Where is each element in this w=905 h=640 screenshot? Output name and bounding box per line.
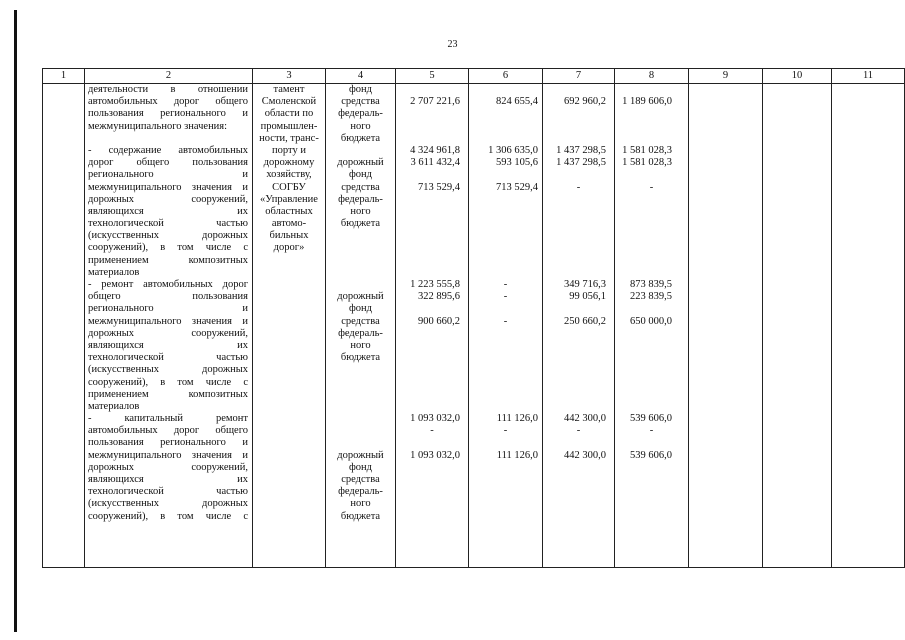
col5-line: [396, 389, 468, 401]
col6-line: [469, 352, 542, 364]
col7-line: [543, 328, 614, 340]
col8-line: [615, 133, 688, 145]
col4-line: [326, 401, 395, 413]
col4-line: [326, 255, 395, 267]
column-header: 5: [396, 69, 469, 84]
col4-line: [326, 242, 395, 254]
col3-line: Смоленской: [261, 96, 317, 108]
col7-line: [543, 401, 614, 413]
col5-line: [396, 377, 468, 389]
col4-line: фонд: [348, 303, 372, 315]
col6-line: [469, 377, 542, 389]
col6-line: 593 105,6: [496, 157, 538, 169]
col4-line: [326, 437, 395, 449]
col7-line: 349 716,3: [564, 279, 606, 290]
col6-line: [469, 364, 542, 376]
col7-line: 692 960,2: [564, 96, 606, 108]
col4-line: дорожный: [337, 291, 384, 303]
col7-line: [543, 84, 614, 96]
col2-line: технологической частью: [88, 218, 248, 230]
col8-line: [615, 242, 688, 254]
col6-line: [469, 389, 542, 401]
column-header: 10: [763, 69, 832, 84]
col4-line: [326, 425, 395, 437]
col7-line: [543, 352, 614, 364]
col4-line: [326, 145, 395, 157]
col5-line: 322 895,6: [418, 291, 460, 303]
col4-line: федераль-: [338, 193, 383, 205]
col8-line: [615, 218, 688, 230]
cell-funding-source: [326, 84, 396, 568]
col8-line: -: [649, 181, 654, 193]
col6-line: -: [503, 315, 508, 327]
col3-line: СОГБУ: [272, 181, 306, 193]
column-header: 9: [689, 69, 763, 84]
cell-year-3: [615, 84, 689, 568]
col6-line: 713 529,4: [496, 181, 538, 193]
col8-line: 539 606,0: [630, 413, 672, 425]
col2-line: технологической частью: [88, 352, 248, 364]
col4-line: [326, 389, 395, 401]
col6-line: [469, 133, 542, 145]
col5-line: [396, 364, 468, 376]
col8-line: [615, 194, 688, 206]
col3-line: дорог»: [273, 242, 305, 254]
col6-line: [469, 84, 542, 96]
col3-line: хозяйству,: [266, 169, 312, 181]
col2-line: общего пользования: [88, 291, 248, 303]
header-row: [43, 69, 905, 84]
column-header: 1: [43, 69, 85, 84]
col5-line: 1 093 032,0: [410, 449, 460, 461]
col7-line: [543, 340, 614, 352]
col3-line: области по: [264, 108, 314, 120]
col8-line: [615, 377, 688, 389]
col5-line: 1 093 032,0: [410, 413, 460, 425]
col5-line: 3 611 432,4: [410, 157, 460, 169]
col2-line: сооружений), в том числе с: [88, 510, 248, 522]
col4-line: средства: [341, 315, 380, 327]
col5-line: 1 223 555,8: [410, 279, 460, 290]
col6-line: [469, 255, 542, 267]
col7-line: 1 437 298,5: [556, 157, 606, 169]
col4-line: бюджета: [340, 352, 381, 364]
col4-line: [326, 377, 395, 389]
col7-line: [543, 377, 614, 389]
col4-line: дорожный: [337, 449, 384, 461]
col6-line: 111 126,0: [496, 449, 538, 461]
col4-line: дорожный: [337, 157, 384, 169]
col5-line: 2 707 221,6: [410, 96, 460, 108]
col4-line: бюджета: [340, 132, 381, 144]
col7-line: [543, 218, 614, 230]
col2-line: - ремонт автомобильных дорог: [88, 279, 248, 290]
col7-line: 99 056,1: [569, 291, 606, 303]
col2-line: материалов: [88, 400, 140, 412]
col8-line: 1 581 028,3: [622, 157, 672, 169]
col6-line: -: [503, 279, 508, 290]
col8-line: 1 581 028,3: [622, 144, 672, 156]
col5-line: [396, 84, 468, 96]
col6-line: [469, 230, 542, 242]
col6-line: -: [503, 425, 508, 437]
column-header: 4: [326, 69, 396, 84]
col8-line: [615, 108, 688, 120]
col6-line: [469, 401, 542, 413]
col2-line: являющихся их: [88, 474, 248, 485]
col4-line: бюджета: [340, 510, 381, 522]
col8-line: [615, 401, 688, 413]
column-header: 7: [543, 69, 615, 84]
col8-line: 223 839,5: [630, 291, 672, 303]
col7-line: [543, 255, 614, 267]
col2-line: регионального и: [88, 303, 248, 315]
col2-line: автомобильных дорог общего: [88, 425, 248, 437]
col2-line: дорог общего пользования: [88, 157, 248, 169]
page-number: 23: [447, 39, 458, 50]
col7-line: [543, 267, 614, 279]
col6-line: 1 306 635,0: [488, 144, 538, 156]
col5-line: 4 324 961,8: [410, 144, 460, 156]
cell-col1: [43, 84, 85, 568]
col6-line: 111 126,0: [496, 413, 538, 425]
col4-line: федераль-: [338, 486, 383, 498]
column-header: 8: [615, 69, 689, 84]
col2-line: (искусственных дорожных: [88, 230, 248, 242]
col4-line: федераль-: [338, 327, 383, 339]
col4-line: ного: [350, 120, 371, 132]
col8-line: [615, 230, 688, 242]
col2-line: дорожных сооружений,: [88, 327, 248, 339]
col2-line: межмуниципального значения и: [88, 181, 248, 193]
cell-col9: [689, 84, 763, 568]
col4-line: фонд: [348, 169, 372, 181]
col6-line: [469, 328, 542, 340]
col8-line: -: [649, 425, 654, 437]
cell-year-2: [543, 84, 615, 568]
col6-line: [469, 108, 542, 120]
col8-line: [615, 169, 688, 181]
cell-description: [85, 84, 253, 568]
col2-line: (искусственных дорожных: [88, 364, 248, 376]
col5-line: [396, 218, 468, 230]
col2-line: деятельности в отношении: [88, 84, 248, 95]
col6-line: [469, 218, 542, 230]
col3-line: ности, транс-: [259, 132, 319, 144]
col2-line: пользования регионального и: [88, 108, 248, 120]
col5-line: [396, 169, 468, 181]
col4-line: бюджета: [340, 218, 381, 230]
column-header: 3: [253, 69, 326, 84]
col3-line: «Управление: [260, 193, 318, 205]
col7-line: [543, 242, 614, 254]
left-margin-bar: [14, 10, 17, 632]
col8-line: 1 189 606,0: [622, 96, 672, 108]
col7-line: [543, 121, 614, 133]
col5-line: [396, 121, 468, 133]
col4-line: ного: [350, 339, 371, 351]
col4-line: [326, 413, 395, 425]
col2-line: - капитальный ремонт: [88, 413, 248, 425]
col5-line: [396, 133, 468, 145]
col5-line: 900 660,2: [418, 315, 460, 327]
col2-line: межмуниципального значения и: [88, 315, 248, 327]
col5-line: [396, 194, 468, 206]
col6-line: [469, 121, 542, 133]
col6-line: [469, 242, 542, 254]
col2-line: (искусственных дорожных: [88, 498, 248, 510]
col8-line: [615, 389, 688, 401]
col3-line: бильных: [269, 230, 309, 242]
col7-line: -: [576, 425, 581, 437]
column-header: 2: [85, 69, 253, 84]
col2-line: применением композитных: [88, 388, 248, 400]
col3-line: дорожному: [263, 157, 315, 169]
col8-line: [615, 267, 688, 279]
col6-line: [469, 437, 542, 449]
col7-line: [543, 206, 614, 218]
col3-line: промышлен-: [260, 120, 318, 132]
col2-line: [85, 133, 252, 145]
col2-line: являющихся их: [88, 339, 248, 351]
col6-line: [469, 194, 542, 206]
col5-line: [396, 108, 468, 120]
col5-line: [396, 242, 468, 254]
col4-line: [326, 364, 395, 376]
col5-line: [396, 230, 468, 242]
col7-line: 250 660,2: [564, 315, 606, 327]
col8-line: 873 839,5: [630, 279, 672, 290]
col4-line: фонд: [348, 461, 372, 473]
col3-line: порту и: [272, 144, 306, 156]
col2-line: межмуниципального значения и: [88, 449, 248, 461]
col2-line: дорожных сооружений,: [88, 193, 248, 205]
cell-total: [396, 84, 469, 568]
col2-line: пользования регионального и: [88, 437, 248, 449]
col5-line: [396, 303, 468, 315]
budget-table: [42, 68, 905, 568]
col2-line: дорожных сооружений,: [88, 461, 248, 473]
cell-col11: [832, 84, 905, 568]
column-header: 11: [832, 69, 905, 84]
col4-line: фонд: [348, 84, 372, 95]
col5-line: [396, 206, 468, 218]
col3-line: тамент: [273, 84, 305, 95]
col8-line: [615, 121, 688, 133]
col5-line: [396, 437, 468, 449]
col7-line: [543, 169, 614, 181]
col8-line: [615, 340, 688, 352]
col2-line: регионального и: [88, 169, 248, 181]
col7-line: [543, 194, 614, 206]
col4-line: средства: [341, 181, 380, 193]
cell-year-1: [469, 84, 543, 568]
col5-line: 713 529,4: [418, 181, 460, 193]
col2-line: - содержание автомобильных: [88, 144, 248, 156]
col2-line: сооружений), в том числе с: [88, 376, 248, 388]
col6-line: [469, 169, 542, 181]
col6-line: -: [503, 291, 508, 303]
col5-line: -: [430, 425, 434, 437]
table-row: [43, 84, 905, 568]
col2-line: технологической частью: [88, 486, 248, 498]
col5-line: [396, 401, 468, 413]
col5-line: [396, 267, 468, 279]
col2-line: применением композитных: [88, 254, 248, 266]
col7-line: [543, 389, 614, 401]
col8-line: [615, 328, 688, 340]
col5-line: [396, 255, 468, 267]
col2-line: материалов: [88, 266, 140, 278]
col7-line: [543, 133, 614, 145]
col4-line: [326, 267, 395, 279]
col2-line: являющихся их: [88, 205, 248, 217]
cell-col10: [763, 84, 832, 568]
col6-line: [469, 267, 542, 279]
col2-line: сооружений), в том числе с: [88, 242, 248, 254]
col7-line: [543, 437, 614, 449]
col6-line: 824 655,4: [496, 96, 538, 108]
col5-line: [396, 352, 468, 364]
col2-line: автомобильных дорог общего: [88, 96, 248, 108]
col6-line: [469, 303, 542, 315]
col4-line: средства: [341, 96, 380, 108]
col8-line: [615, 84, 688, 96]
col7-line: 1 437 298,5: [556, 144, 606, 156]
col4-line: федераль-: [338, 108, 383, 120]
col4-line: ного: [350, 498, 371, 510]
col7-line: [543, 108, 614, 120]
col5-line: [396, 340, 468, 352]
col7-line: -: [576, 181, 581, 193]
cell-executor: [253, 84, 326, 568]
col7-line: 442 300,0: [564, 449, 606, 461]
col8-line: [615, 437, 688, 449]
col8-line: 650 000,0: [630, 315, 672, 327]
col7-line: [543, 303, 614, 315]
col5-line: [396, 328, 468, 340]
col6-line: [469, 340, 542, 352]
col8-line: [615, 364, 688, 376]
col8-line: [615, 352, 688, 364]
col4-line: средства: [341, 474, 380, 485]
col7-line: [543, 230, 614, 242]
col4-line: ного: [350, 205, 371, 217]
col2-line: межмуниципального значения:: [88, 120, 228, 132]
col8-line: [615, 303, 688, 315]
column-header: 6: [469, 69, 543, 84]
col7-line: [543, 364, 614, 376]
col8-line: 539 606,0: [630, 449, 672, 461]
col3-line: областных: [265, 205, 313, 217]
col4-line: [326, 230, 395, 242]
col8-line: [615, 206, 688, 218]
col6-line: [469, 206, 542, 218]
col8-line: [615, 255, 688, 267]
col4-line: [326, 279, 395, 291]
col7-line: 442 300,0: [564, 413, 606, 425]
col3-line: автомо-: [271, 218, 307, 230]
